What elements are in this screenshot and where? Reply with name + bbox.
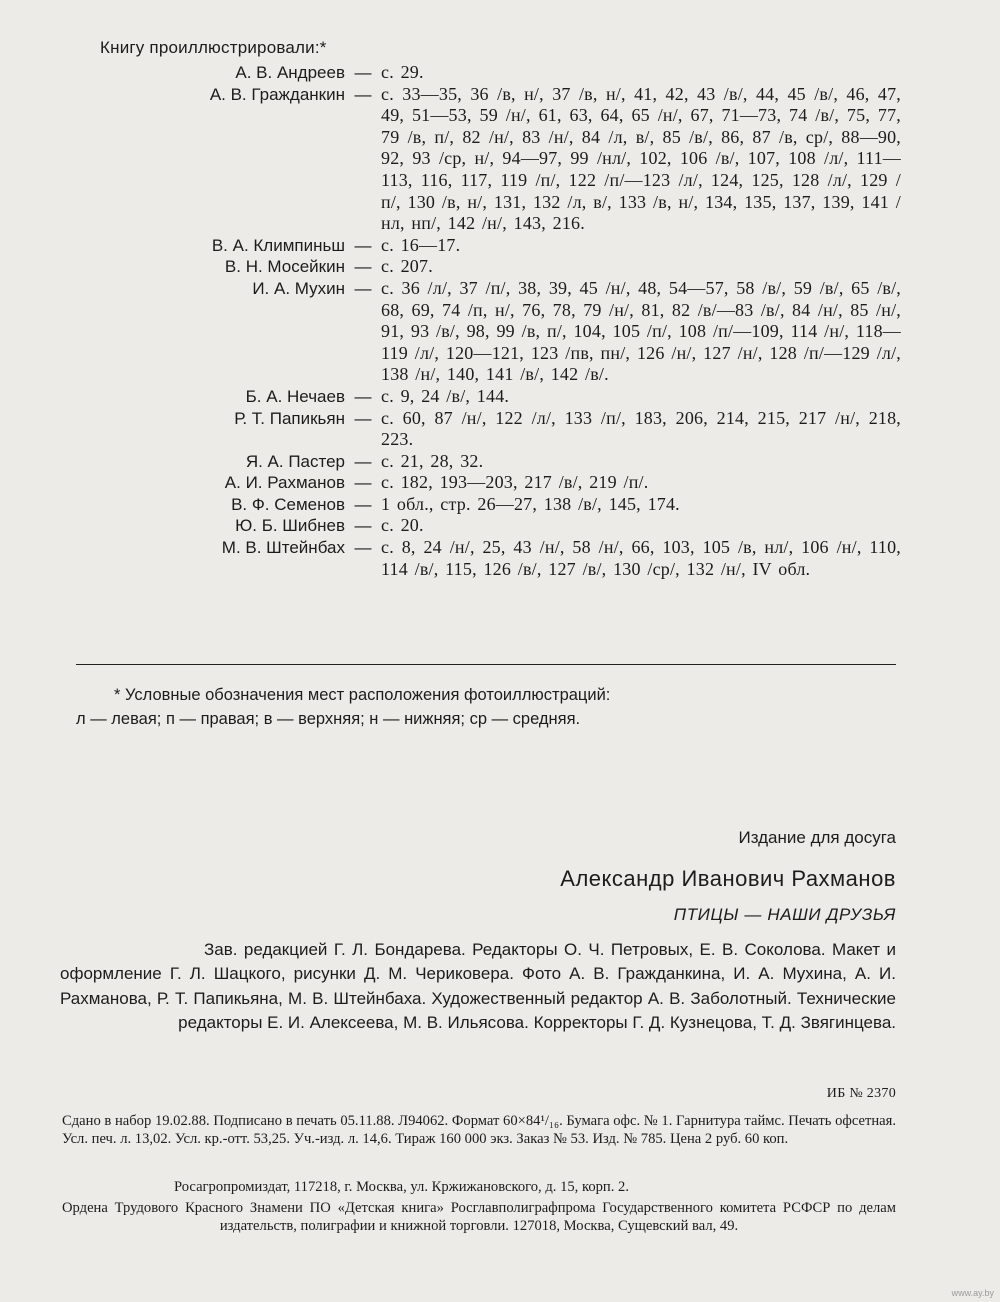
illustrator-name: А. И. Рахманов [224,473,345,493]
print-data: Сдано в набор 19.02.88. Подписано в печать 05.11.88. Л94062. Формат 60×84¹/₁₆. Бумага офс. № 1. Гарнитура таймс. Печать офсетная. Усл. печ. л. 13,02. Усл. кр.-отт. 53,25. Уч.-изд. л. 14,6. Тираж 160 000 экз. Заказ № 53. Изд. № 785. Цена 2 руб. 60 коп. [62,1113,896,1148]
credit-row [0,537,1000,580]
credit-dash: — [354,386,372,406]
credit-dash: — [354,257,372,277]
credit-dash: — [354,473,372,493]
illustrator-name: В. Н. Мосейкин [224,257,345,277]
credit-row [0,84,1000,235]
illustration-pages: с. 60, 87 /н/, 122 /л/, 133 /п/, 183, 206, 214, 215, 217 /н/, 218, 223. [381,407,901,450]
illustration-pages: с. 21, 28, 32. [381,450,484,471]
watermark: www.ay.by [951,1288,994,1298]
credit-dash: — [354,494,372,514]
credits-list [0,62,1000,580]
illustrator-name: В. А. Климпиньш [211,235,345,255]
edition-label: Издание для досуга [738,828,896,847]
credits-title: Книгу проиллюстрировали:* [100,38,327,57]
footnote-heading: * Условные обозначения мест расположения фотоиллюстраций: [114,686,611,704]
illustration-pages: с. 182, 193—203, 217 /в/, 219 /п/. [381,472,649,493]
credit-dash: — [354,408,372,428]
credit-dash: — [354,451,372,471]
illustrator-name: Ю. Б. Шибнев [235,516,345,536]
illustration-pages: с. 20. [381,515,424,536]
illustration-pages: с. 8, 24 /н/, 25, 43 /н/, 58 /н/, 66, 103, 105 /в, нл/, 106 /н/, 110, 114 /в/, 115, 126 /в/, 127 /в/, 130 /ср/, 132 /н/, IV обл. [381,537,901,579]
illustration-pages: с. 36 /л/, 37 /п/, 38, 39, 45 /н/, 48, 54—57, 58 /в/, 59 /в/, 65 /в/, 68, 69, 74 /п, н/, 76, 78, 79 /н/, 81, 82 /в/—83 /в/, 84 /н/, 85 /н/, 91, 93 /в/, 98, 99 /в, п/, 104, 105 /п/, 108 /п/—109, 114 /н/, 118—119 /л/, 120—121, 123 /пв, пн/, 126 /н/, 127 /н/, 128 /п/—129 /л/, 138 /н/, 140, 141 /в/, 142 /в/. [381,277,901,385]
footnote [76,683,896,731]
footnote-legend: л — левая; п — правая; в — верхняя; н — нижняя; ср — средняя. [76,710,581,728]
illustrator-name: Б. А. Нечаев [245,386,345,406]
credit-dash: — [354,84,372,104]
credit-dash: — [354,63,372,82]
credit-row [0,62,1000,84]
ib-number: ИБ № 2370 [826,1086,896,1101]
credit-row [0,451,1000,473]
credit-row [0,515,1000,537]
credit-row [0,494,1000,516]
credit-dash: — [354,516,372,536]
illustrator-name: Я. А. Пастер [245,451,345,471]
credit-dash: — [354,235,372,255]
illustrator-name: А. В. Гражданкин [209,84,345,104]
credit-row [0,472,1000,494]
publisher-address: Росагропромиздат, 117218, г. Москва, ул. Кржижановского, д. 15, корп. 2. [174,1179,629,1195]
credit-row [0,386,1000,408]
credit-row [0,235,1000,257]
book-title: ПТИЦЫ — НАШИ ДРУЗЬЯ [673,905,896,924]
credit-row [0,256,1000,278]
author-name: Александр Иванович Рахманов [560,866,896,891]
printer-info: Ордена Трудового Красного Знамени ПО «Детская книга» Росглавполиграфпрома Государственного комитета РСФСР по делам издательств, полиграфии и книжной торговли. 127018, Москва, Сущевский вал, 49. [62,1200,896,1235]
illustration-pages: с. 29. [381,62,424,82]
illustration-pages: с. 207. [381,256,433,277]
illustration-pages: 1 обл., стр. 26—27, 138 /в/, 145, 174. [381,493,680,514]
illustrator-name: А. В. Андреев [235,63,345,82]
credit-row [0,408,1000,451]
editorial-staff: Зав. редакцией Г. Л. Бондарева. Редакторы О. Ч. Петровых, Е. В. Соколова. Макет и оформление Г. Л. Шацкого, рисунки Д. М. Чериковера. Фото А. В. Гражданкина, И. А. Мухина, А. И. Рахманова, Р. Т. Папикьяна, М. В. Штейнбаха. Художественный редактор А. В. Заболотный. Технические редакторы Е. И. Алексеева, М. В. Ильясова. Корректоры Г. Д. Кузнецова, Т. Д. Звягинцева. [60,940,896,1033]
footnote-divider [76,664,896,665]
credit-dash: — [354,278,372,298]
illustration-pages: с. 9, 24 /в/, 144. [381,385,510,406]
credit-row [0,278,1000,386]
illustration-pages: с. 16—17. [381,234,461,255]
illustration-pages: с. 33—35, 36 /в, н/, 37 /в, н/, 41, 42, 43 /в/, 44, 45 /в/, 46, 47, 49, 51—53, 59 /н/, 61, 63, 64, 65 /н/, 67, 71—73, 74 /в/, 75, 77, 79 /в, п/, 82 /н/, 83 /н/, 84 /л, в/, 85 /в/, 86, 87 /в, ср/, 88—90, 92, 93 /ср, н/, 94—97, 99 /нл/, 102, 106 /в/, 107, 108 /л/, 111—113, 116, 117, 119 /п/, 122 /п/—123 /л/, 124, 125, 128 /л/, 129 /п/, 130 /в, н/, 131, 132 /л, в/, 133 /в, н/, 134, 135, 137, 139, 141 /нл, нп/, 142 /н/, 143, 216. [381,83,901,234]
credit-dash: — [354,538,372,558]
illustrator-name: В. Ф. Семенов [231,494,345,514]
illustrator-name: М. В. Штейнбах [221,538,345,558]
illustrator-name: И. А. Мухин [252,278,345,298]
illustrator-name: Р. Т. Папикьян [234,408,345,428]
